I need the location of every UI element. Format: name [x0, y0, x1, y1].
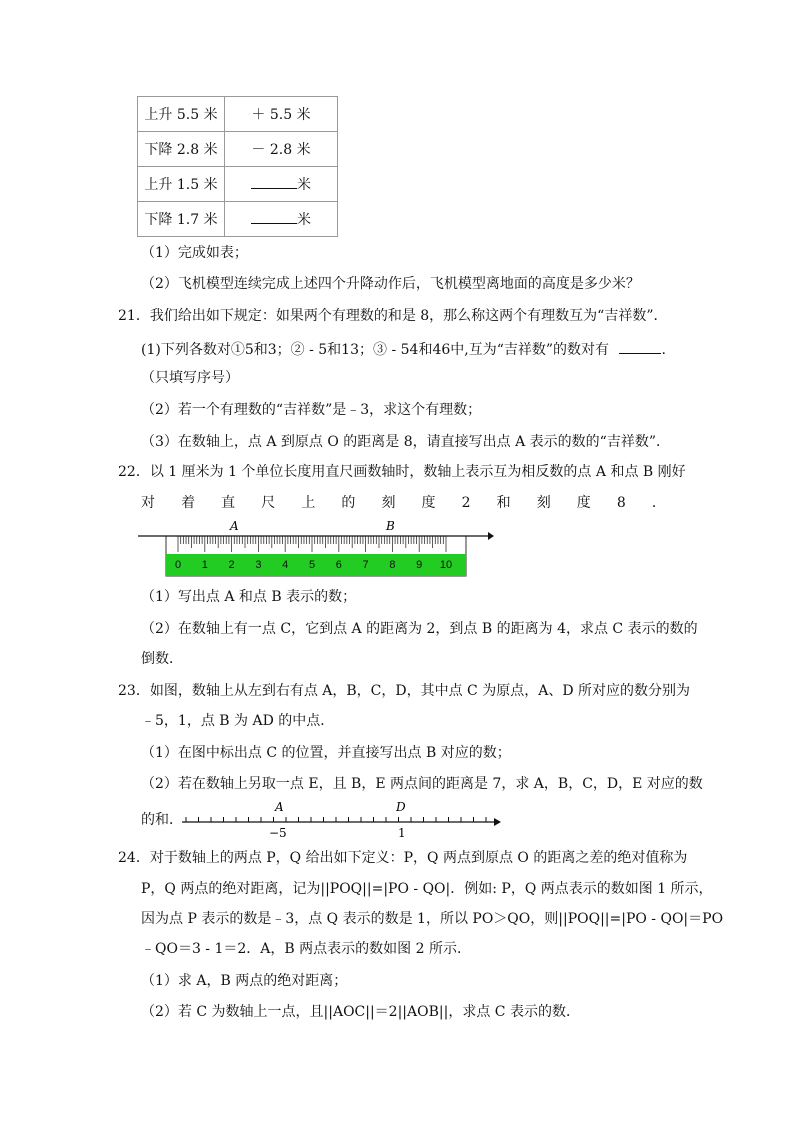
ruler-number: 2	[228, 559, 235, 571]
ruler-number: 7	[362, 559, 369, 571]
ruler-number: 1	[201, 559, 208, 571]
table-cell: － 2.8 米	[225, 132, 338, 167]
q23-stem2: ﹣5，1，点 B 为 AD 的中点．	[141, 713, 335, 729]
char: 直	[221, 495, 236, 511]
ruler-number: 10	[439, 559, 453, 571]
char: 着	[181, 495, 196, 511]
q23-part2b: 的和．	[141, 812, 183, 828]
q21-stem: 21．我们给出如下规定：如果两个有理数的和是 8，那么称这两个有理数互为“吉祥数”．	[118, 308, 668, 324]
ruler-number: 0	[174, 559, 182, 571]
char: 尺	[261, 495, 276, 511]
char: 的	[341, 495, 356, 511]
ruler-number: 8	[389, 559, 396, 571]
q21-part1-note: （只填写序号）	[141, 370, 239, 386]
table-row	[138, 97, 338, 132]
q23-part2: （2）若在数轴上另取一点 E，且 B，E 两点间的距离是 7，求 A，B，C，D，E 对应的数	[141, 776, 703, 792]
q22-part2: （2）在数轴上有一点 C，它到点 A 的距离为 2，到点 B 的距离为 4，求点 C 表示的数的	[141, 621, 698, 637]
point-a-label: A	[275, 800, 284, 814]
answer-blank	[251, 174, 297, 189]
height-change-table	[137, 96, 338, 237]
number-line-ticks	[186, 817, 486, 822]
axis-arrow	[494, 818, 501, 826]
table-cell-blank	[225, 202, 338, 237]
q22-stem: 22．以 1 厘米为 1 个单位长度用直尺画数轴时，数轴上表示互为相反数的点 A 和点 B 刚好	[118, 464, 686, 480]
table-cell: 上升 1.5 米	[138, 167, 225, 202]
q24-part1: （1）求 A，B 两点的绝对距离；	[141, 973, 348, 989]
point-d-label: D	[396, 800, 406, 814]
ruler-number: 4	[282, 559, 289, 571]
q23-stem: 23．如图，数轴上从左到右有点 A，B，C，D，其中点 C 为原点，A、D 所对应的数分别为	[118, 683, 690, 699]
answer-blank	[619, 339, 661, 354]
char: 度	[576, 495, 591, 511]
ruler-number: 6	[335, 559, 342, 571]
table-row	[138, 167, 338, 202]
table-cell: 下降 2.8 米	[138, 132, 225, 167]
ruler-number: 5	[308, 559, 316, 571]
table-cell: 上升 5.5 米	[138, 97, 225, 132]
char: 8	[616, 495, 626, 511]
q21-part1	[141, 339, 666, 359]
q24-line4: ﹣QO＝3 - 1＝2．A，B 两点表示的数如图 2 所示．	[141, 941, 471, 957]
q22-part2b: 倒数．	[141, 651, 183, 667]
char: 和	[496, 495, 511, 511]
q21-part2: （2）若一个有理数的“吉祥数”是﹣3，求这个有理数；	[141, 402, 482, 418]
ruler-number: 9	[416, 559, 423, 571]
q21-part1-text: (1)下列各数对①5和3；② - 5和13；③ - 54和46中,互为“吉祥数”的数对有	[141, 342, 610, 358]
q20-part1: （1）完成如表；	[141, 245, 248, 261]
q23-part1: （1）在图中标出点 C 的位置，并直接写出点 B 对应的数；	[141, 745, 511, 761]
char: ．	[651, 495, 666, 511]
q23-number-line	[180, 796, 510, 840]
char: 上	[301, 495, 316, 511]
char: 刻	[381, 495, 396, 511]
table-cell-blank	[225, 167, 338, 202]
ruler-number-line-figure	[130, 518, 500, 582]
point-a-value: −5	[269, 826, 287, 840]
unit-label: 米	[297, 177, 311, 193]
q24-part2: （2）若 C 为数轴上一点，且||AOC||＝2||AOB||，求点 C 表示的数．	[141, 1004, 580, 1020]
q22-stem-spread	[141, 494, 666, 512]
q24-line2: P，Q 两点的绝对距离，记为||POQ||=|PO - QO|．例如: P，Q 两点表示的数如图 1 所示，	[141, 881, 713, 897]
char: 2	[461, 495, 471, 511]
q20-part2: （2）飞机模型连续完成上述四个升降动作后，飞机模型离地面的高度是多少米？	[141, 276, 640, 292]
ruler-number: 3	[255, 559, 262, 571]
label-b: B	[386, 519, 395, 533]
unit-label: 米	[297, 212, 311, 228]
table-row	[138, 132, 338, 167]
table-row	[138, 202, 338, 237]
char: 度	[421, 495, 436, 511]
axis-arrow	[488, 532, 494, 540]
q24-line3: 因为点 P 表示的数是﹣3，点 Q 表示的数是 1，所以 PO＞QO，则||POQ||=|PO - QO|＝PO	[141, 911, 724, 927]
q21-part3: （3）在数轴上，点 A 到原点 O 的距离是 8，请直接写出点 A 表示的数的“吉祥数”．	[141, 434, 670, 450]
point-d-value: 1	[398, 826, 406, 840]
q22-part1: （1）写出点 A 和点 B 表示的数；	[141, 589, 357, 605]
table-cell: ＋ 5.5 米	[225, 97, 338, 132]
label-a: A	[230, 519, 239, 533]
char: 刻	[536, 495, 551, 511]
char: 对	[141, 495, 155, 511]
answer-blank	[251, 209, 297, 224]
q24-stem: 24．对于数轴上的两点 P，Q 给出如下定义：P，Q 两点到原点 O 的距离之差的绝对值称为	[118, 850, 688, 866]
q21-part1-end: .	[661, 342, 666, 358]
table-cell: 下降 1.7 米	[138, 202, 225, 237]
